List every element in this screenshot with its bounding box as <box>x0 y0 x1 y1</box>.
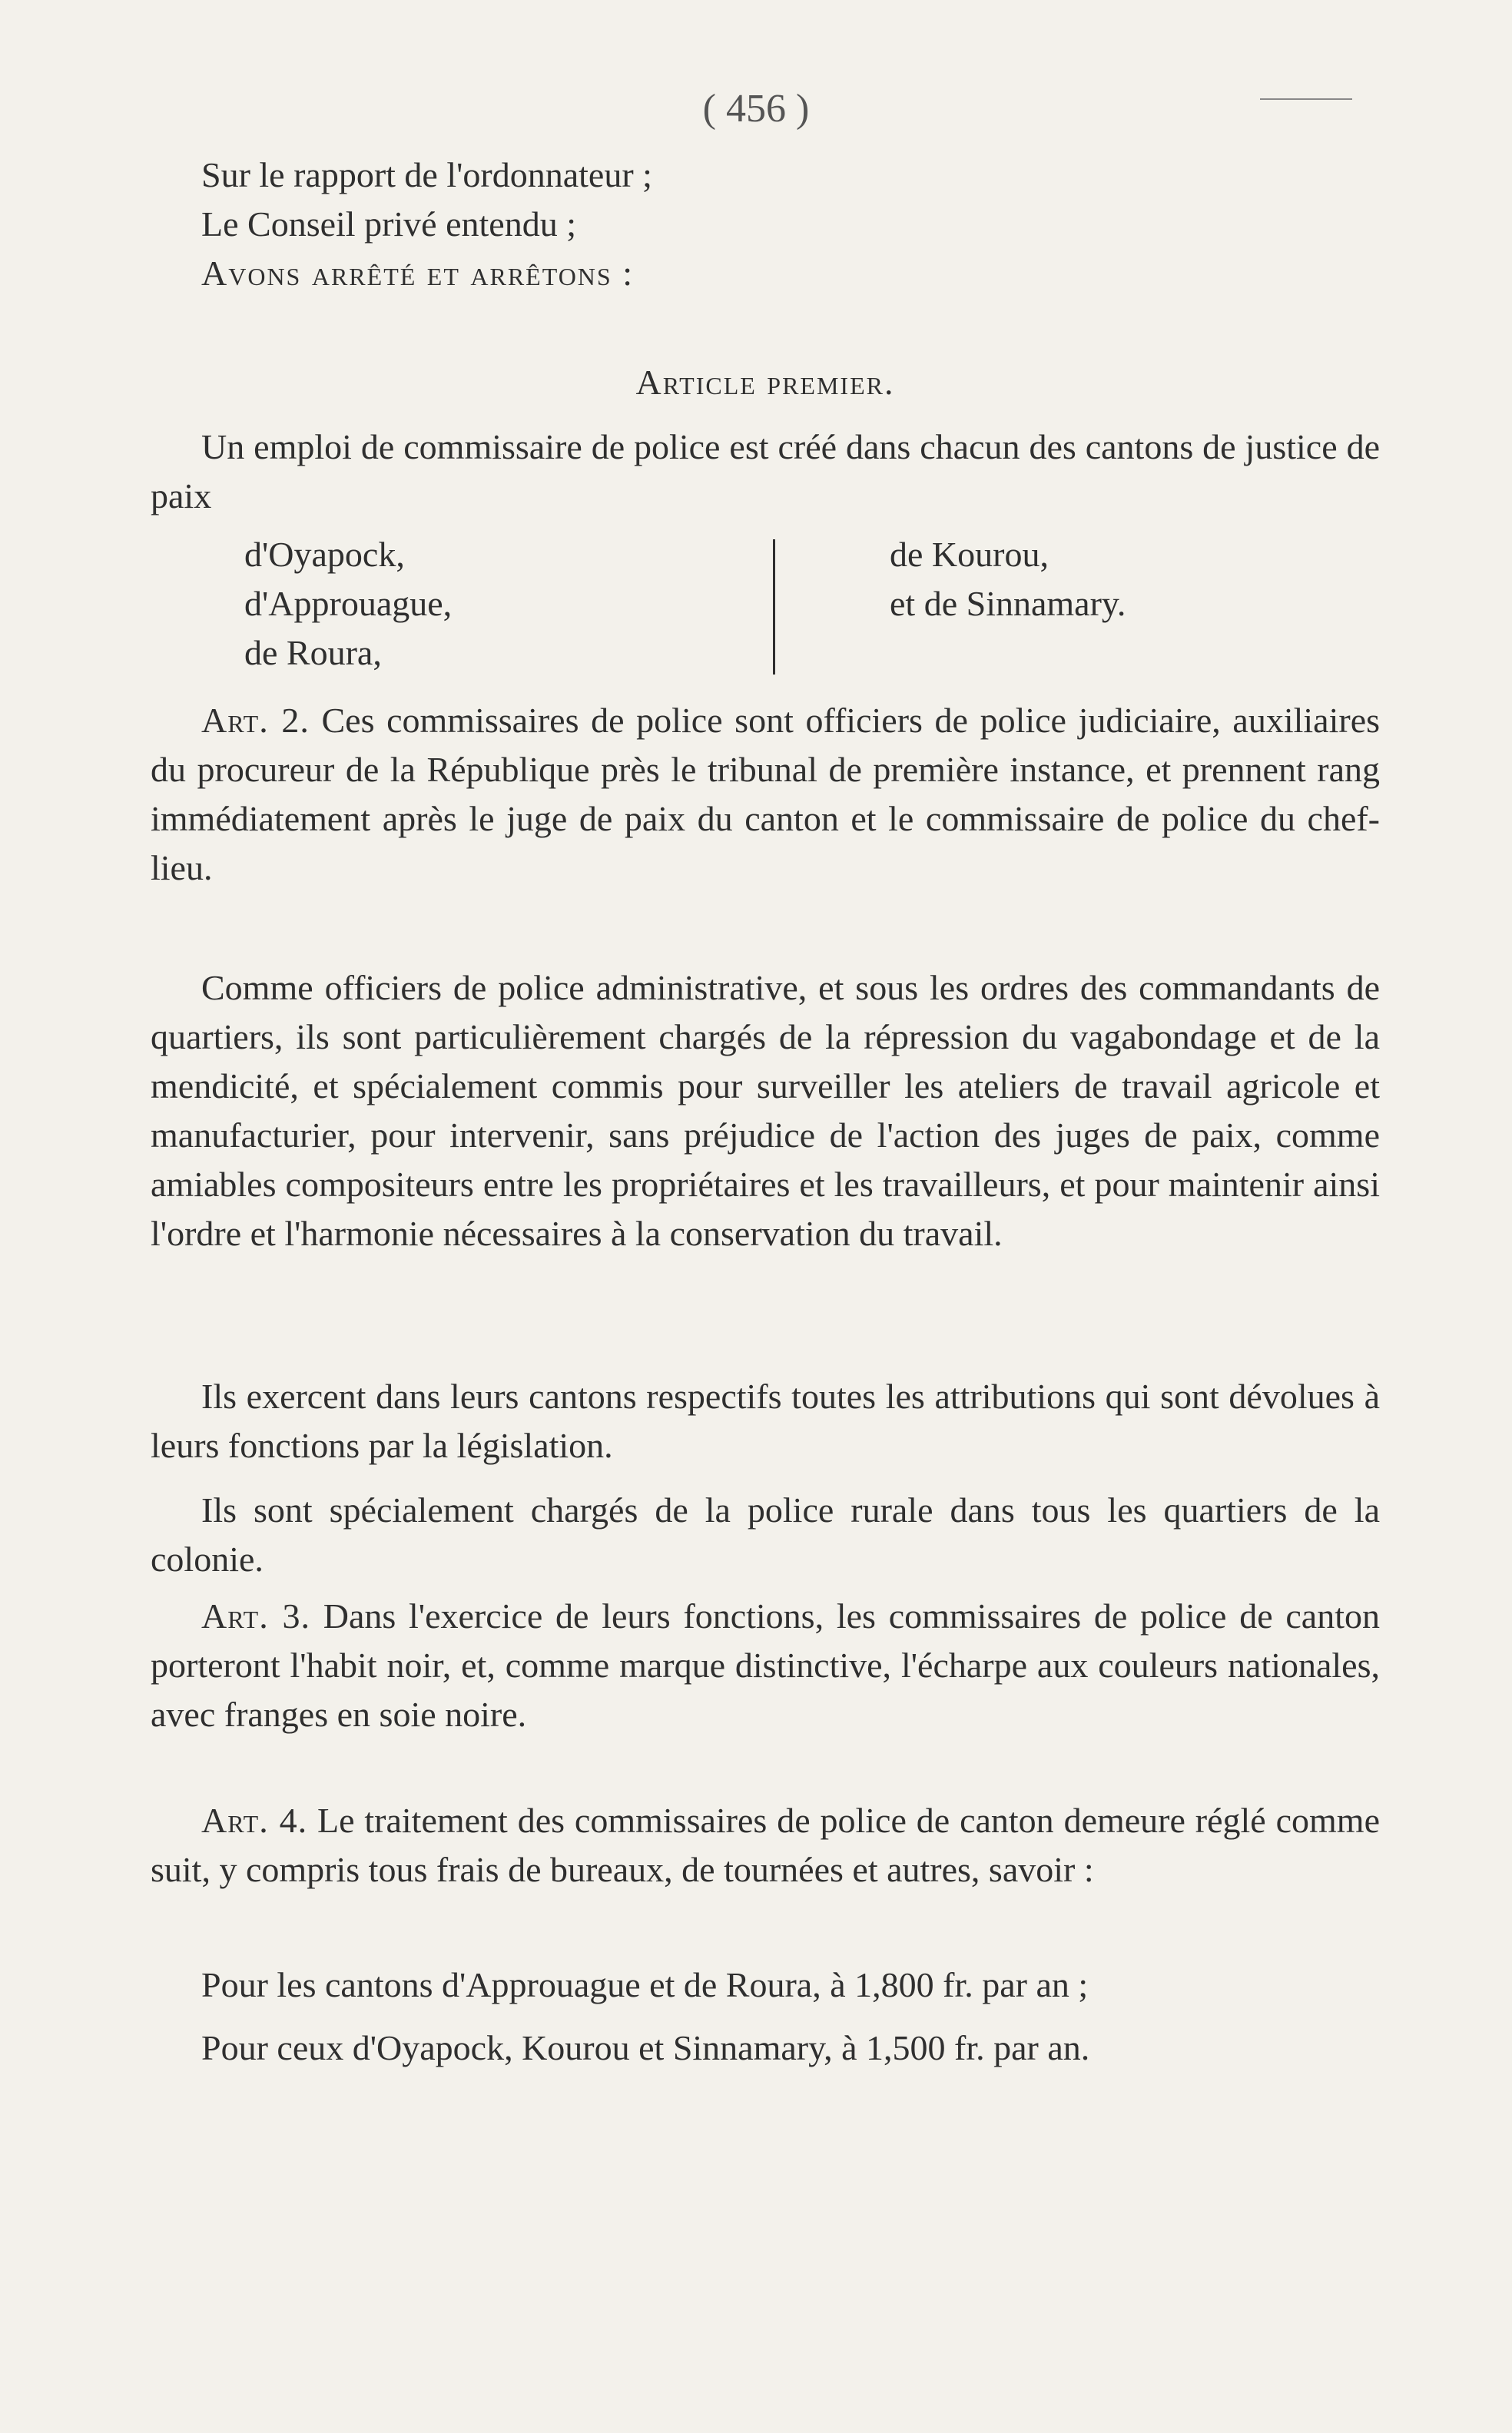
article-heading: Article premier. <box>635 363 895 402</box>
canton-list-left <box>244 530 782 678</box>
article-2-paragraph-4: Ils sont spécialement chargés de la police rurale dans tous les quartiers de la colonie. <box>151 1490 1380 1579</box>
preamble-block <box>151 151 1380 298</box>
column-divider <box>773 539 775 675</box>
canton-approuague: d'Approuague, <box>244 584 453 623</box>
preamble-line-2: Le Conseil privé entendu ; <box>201 204 576 244</box>
preamble-line-3: Avons arrêté et arrêtons : <box>201 254 634 293</box>
article-1-text: Un emploi de commissaire de police est créé dans chacun des cantons de justice de paix <box>151 427 1380 515</box>
article-2-paragraph-3: Ils exercent dans leurs cantons respectifs toutes les attributions qui sont dévolues à leurs fonctions par la législation. <box>151 1377 1380 1465</box>
article-4-label: Art. 4. <box>201 1801 308 1840</box>
article-2-paragraph-2: Comme officiers de police administrative, et sous les ordres des commandants de quartiers, ils sont particulièrement chargés de la répression du vagabondage et de la mendicité, et spécialement commis pour surveiller les ateliers de travail agricole et manufacturier, pour intervenir, sans préjudice de l'action des juges de paix, comme amiables compositeurs entre les propriétaires et les travailleurs, et pour maintenir ainsi l'ordre et l'harmonie nécessaires à la conservation du travail. <box>151 968 1380 1253</box>
article-3-text: Dans l'exercice de leurs fonctions, les commissaires de police de canton porteront l'habit noir, et, comme marque distinctive, l'écharpe aux couleurs nationales, avec franges en soie noire. <box>151 1596 1380 1734</box>
canton-kourou: de Kourou, <box>890 535 1049 574</box>
canton-oyapock: d'Oyapock, <box>244 535 405 574</box>
article-2-paragraph-1 <box>151 696 1380 893</box>
article-2-label: Art. 2. <box>201 701 310 740</box>
article-4-paragraph <box>151 1796 1380 1894</box>
canton-sinnamary: et de Sinnamary. <box>890 584 1126 623</box>
article-3-paragraph <box>151 1592 1380 1739</box>
article-2-text: Ces commissaires de police sont officiers de police judiciaire, auxiliaires du procureur de la République près le tribunal de première instance, et prennent rang immédiatement après le juge de paix du canton et le commissaire de police du chef-lieu. <box>151 701 1381 887</box>
canton-list <box>244 530 1397 684</box>
preamble-line-1: Sur le rapport de l'ordonnateur ; <box>201 155 652 194</box>
article-4-text: Le traitement des commissaires de police de canton demeure réglé comme suit, y compris tous frais de bureaux, de tournées et autres, savoir : <box>151 1801 1381 1889</box>
canton-list-right <box>890 530 1351 628</box>
canton-roura: de Roura, <box>244 633 382 672</box>
page-number: ( 456 ) <box>702 87 810 131</box>
article-4-paragraph-3: Pour ceux d'Oyapock, Kourou et Sinnamary, à 1,500 fr. par an. <box>201 2028 1090 2067</box>
article-4-paragraph-2: Pour les cantons d'Approuague et de Roura, à 1,800 fr. par an ; <box>201 1965 1089 2004</box>
article-3-label: Art. 3. <box>201 1596 310 1636</box>
